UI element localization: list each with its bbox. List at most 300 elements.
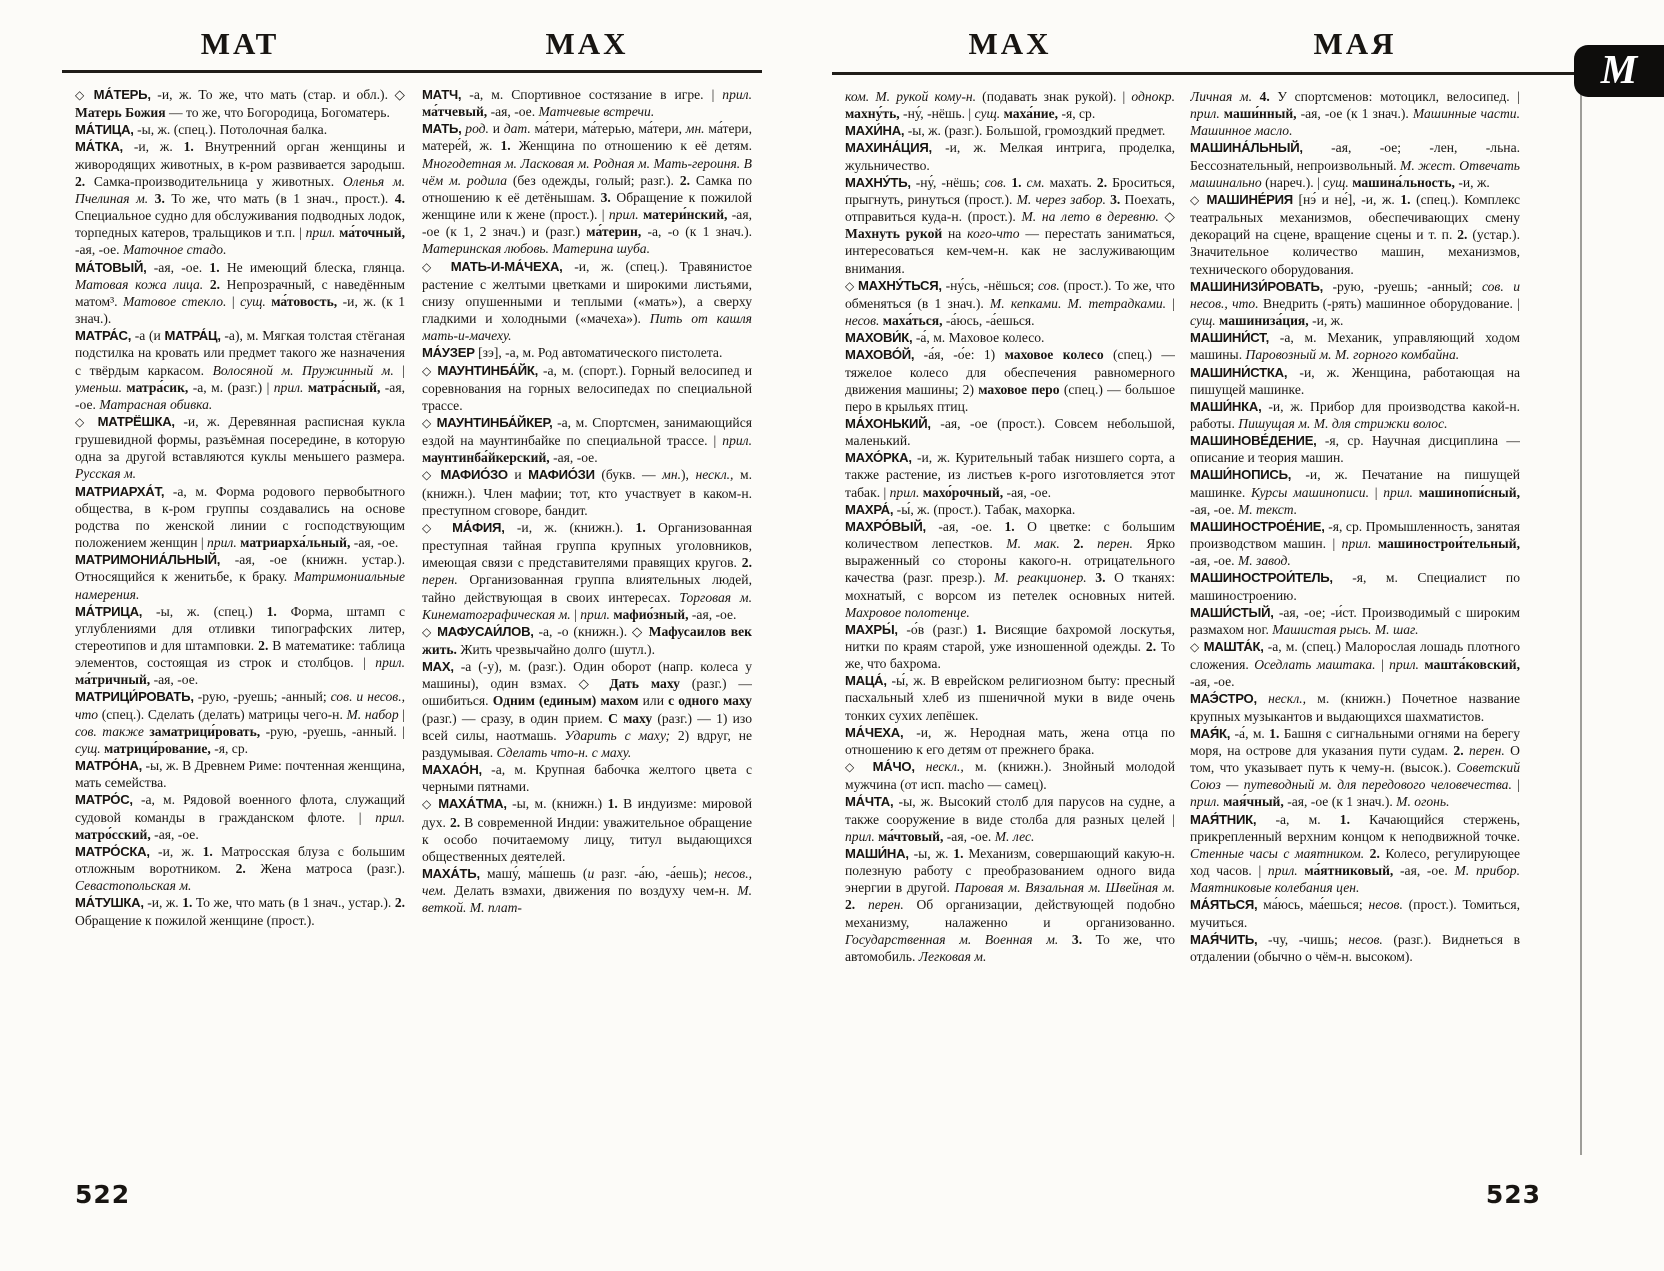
italic-text: Стенные часы с маятником.: [1190, 845, 1365, 861]
bold-text: 1.: [607, 796, 618, 812]
entry-text: -и, ж. Мелкая интрига, проделка, жульничество.: [845, 140, 1175, 173]
entry-text: -ая, -ое.: [150, 672, 199, 688]
entry-text: (разг.). Виднеться в отдалении (обычно о чём-н. высоком).: [1190, 931, 1520, 964]
bold-text: 3.: [1110, 191, 1121, 207]
bold-text: С маху: [608, 710, 653, 726]
italic-text: сов. и несов., что.: [1190, 278, 1520, 311]
bold-text: машта́ковский,: [1424, 657, 1520, 673]
bold-text: 1.: [635, 519, 646, 535]
entry-text: |: [1166, 295, 1175, 311]
bold-text: 1.: [202, 843, 213, 859]
italic-text: Советский Союз — путеводный м. для передового человечества.: [1190, 760, 1520, 793]
dictionary-entry: [1190, 811, 1520, 897]
bold-text: матра́сный,: [307, 379, 381, 395]
entry-text: -а́юсь, -а́ешься.: [942, 313, 1035, 329]
entry-text: Самка-производительница у животных.: [85, 173, 343, 189]
headword: МАХРЫ́,: [845, 621, 898, 637]
dictionary-entry: [845, 845, 1175, 965]
italic-text: прил.: [1267, 863, 1298, 879]
entry-text: (спец.). Сделать (делать) матрицы чего-н.: [98, 706, 347, 722]
headword: МАШИНА́ЛЬНЫЙ,: [1190, 140, 1303, 156]
italic-text: Матовое стекло.: [123, 293, 227, 309]
dictionary-entry: [75, 894, 405, 928]
bold-text: махну́ть,: [845, 106, 900, 122]
dictionary-entry: [845, 329, 1175, 346]
entry-text: [нэ́ и не́], -и, ж.: [1292, 191, 1401, 207]
entry-text: -ы, ж. (разг.). Большой, громоздкий предмет.: [904, 123, 1166, 139]
dictionary-entry: [75, 688, 405, 757]
headword: МАШИ́НКА,: [1190, 398, 1262, 414]
italic-text: мн.: [685, 121, 705, 137]
dictionary-entry: [845, 518, 1175, 621]
entry-text: (спец.) — тяжелое колесо для обеспечения равномерного движения машины; 2): [845, 347, 1175, 397]
page-number-left: 522: [75, 1180, 131, 1209]
entry-text: -а, м. Спортсмен, занимающийся ездой на маунтинбайке по специальной трассе. |: [422, 414, 752, 449]
entry-text: Обращение к пожилой женщине или к жене (прост.). |: [422, 189, 752, 223]
entry-text: Внутренний орган женщины и живородящих животных, в к-ром развивается зародыш.: [75, 139, 405, 172]
entry-text: (устар.). Значительное количество машин, механизмов, технического оборудования.: [1190, 227, 1520, 277]
italic-text: Волосяной м. Пружинный м.: [212, 362, 394, 378]
entry-text: Обращение к пожилой женщине (прост.).: [75, 912, 315, 928]
dictionary-entry: [845, 415, 1175, 449]
entry-text: -и, ж. (книжн.).: [504, 519, 636, 535]
italic-text: Государственная м. Военная м.: [845, 931, 1059, 947]
headword: МА́ЧЕХА,: [845, 724, 904, 740]
column-4-text: [1190, 88, 1520, 1182]
italic-text: Севастопольская м.: [75, 878, 192, 894]
entry-text: [855, 897, 868, 912]
headword: МА́ХОНЬКИЙ,: [845, 415, 931, 431]
running-head-mat: МАТ: [200, 26, 280, 61]
entry-text: -ая, -ое.: [350, 535, 399, 551]
bold-text: ма́товость,: [271, 293, 338, 309]
dictionary-entry: [1190, 398, 1520, 432]
entry-text: То же, что мать (в 1 знач., устар.).: [192, 895, 395, 911]
italic-text: Оленья м. Пчелиная м.: [75, 173, 405, 206]
entry-text: [915, 759, 926, 774]
entry-text: -я, ср. Промышленность, занятая производством машин. |: [1190, 518, 1520, 552]
bold-text: матрици́рование,: [104, 740, 211, 756]
dictionary-entry: [422, 120, 752, 257]
italic-text: М. на лето в деревню.: [1021, 209, 1159, 225]
italic-text: Матримониальные намерения.: [75, 569, 405, 602]
bold-text: 3.: [1095, 570, 1106, 586]
dictionary-entry: [1190, 604, 1520, 638]
bold-text: 1.: [209, 259, 220, 275]
entry-text: Об организации, действующей подобно механизму, налаженно и организованно.: [845, 897, 1175, 930]
running-head-makh-right: МАХ: [968, 26, 1052, 61]
entry-text: -ая, -ое.: [925, 518, 1005, 534]
entry-text: -ая, -ое.: [1190, 501, 1238, 517]
entry-text: То же, что мать (в 1 знач., прост.).: [164, 190, 395, 206]
dictionary-entry: [422, 761, 752, 795]
headword: МАШИНИЗИ́РОВАТЬ,: [1190, 278, 1324, 294]
bold-text: заматрици́ровать,: [149, 723, 261, 739]
entry-text: -ы, м. (книжн.): [506, 796, 608, 812]
bold-text: матриарха́льный,: [240, 535, 351, 551]
headword: МАШИНИ́СТКА,: [1190, 364, 1288, 380]
headword: МАТРА́С,: [75, 328, 132, 344]
italic-text: Пить от кашля мать-и-мачеху.: [422, 311, 752, 344]
entry-text: -и, ж.: [122, 139, 184, 155]
headword: МАШИНИ́СТ,: [1190, 330, 1270, 346]
bold-text: машинострои́тельный,: [1377, 536, 1520, 552]
entry-text: Колесо, регулирующее ход часов. |: [1190, 845, 1520, 879]
bold-text: матери́нский,: [642, 207, 728, 223]
entry-text: [1257, 691, 1268, 706]
italic-text: Легковая м.: [918, 948, 987, 964]
entry-text: -ая, -ое (книжн. устар.). Относящийся к женитьбе, к браку.: [75, 552, 405, 585]
diamond-marker: ◇: [422, 624, 438, 639]
entry-text: -а (и: [131, 328, 165, 344]
entry-text: -а́, м.: [1230, 725, 1270, 741]
bold-text: 1.: [1339, 811, 1350, 827]
bold-text: мая́чный,: [1223, 794, 1284, 810]
entry-text: ма́юсь, ма́ешься;: [1257, 897, 1369, 913]
entry-text: -ы́, ж. (прост.). Табак, махорка.: [893, 501, 1076, 517]
bold-text: ма́терин,: [586, 224, 642, 240]
dictionary-entry: [75, 483, 405, 552]
italic-text: М. через забор.: [1016, 191, 1106, 207]
entry-text: -и, ж.: [149, 843, 203, 859]
headword: МАТРИЦИ́РОВАТЬ,: [75, 689, 194, 705]
dictionary-entry: [422, 865, 752, 916]
entry-text: Организованная группа влиятельных людей, тайно действующая в своих интересах.: [422, 572, 752, 605]
italic-text: ком. М. рукой кому-н.: [845, 89, 977, 104]
entry-text: -ая, -ое (прост.). Совсем небольшой, маленький.: [845, 415, 1175, 449]
entry-text: ма́тери, матере́й, ж.: [422, 121, 752, 154]
italic-text: и: [587, 866, 595, 882]
headword: МАЯ́К,: [1190, 725, 1231, 741]
italic-text: Многодетная м. Ласковая м. Родная м. Мать-героиня. В чём м. родила: [422, 155, 752, 188]
entry-text: -и, ж. Деревянная расписная кукла грушевидной формы, разъёмная посередине, в которую одна за другой вставляются куклы меньшего размера.: [75, 413, 405, 465]
entry-text: [1058, 932, 1072, 947]
entry-text: -и, ж. (спец.). Травянистое растение с желтыми цветками и широкими листьями, снизу опушенными и теплыми («мать»), а сверху гладкими и холодными («мачеха»).: [422, 258, 752, 327]
entry-text: |: [1511, 777, 1520, 793]
entry-text: -я, ср.: [1058, 106, 1096, 122]
headword: МАФИО́ЗО: [440, 467, 508, 483]
entry-text: -я, ср.: [210, 740, 249, 756]
dictionary-entry: [1190, 139, 1520, 190]
italic-text: несов., чем.: [422, 866, 752, 899]
headword: МА́ЯТЬСЯ,: [1190, 897, 1258, 913]
bold-text: 2.: [258, 638, 269, 653]
entry-text: -ая, -ое.: [1190, 553, 1238, 569]
bold-text: 2.: [209, 276, 221, 292]
bold-text: Мафусаилов век жить.: [422, 623, 752, 657]
entry-text: То же, что автомобиль.: [845, 931, 1175, 964]
headword: МА́ТОВЫЙ,: [75, 259, 147, 275]
entry-text: О тканях: мохнатый, с ворсом из петелек основных нитей.: [845, 570, 1175, 603]
dictionary-entry: [845, 346, 1175, 415]
italic-text: сов.: [1037, 277, 1060, 293]
italic-text: нескл.,: [1268, 691, 1307, 707]
bold-text: 2.: [1073, 536, 1084, 552]
diamond-marker: ◇: [422, 520, 453, 535]
dictionary-entry: [1190, 278, 1520, 329]
dictionary-entry: [75, 413, 405, 483]
entry-text: Женщина по отношению к её детям.: [510, 138, 752, 154]
bold-text: Матерь Божия: [75, 105, 166, 121]
entry-text: [1060, 536, 1074, 551]
entry-text: -а́я, -о́е: 1): [914, 347, 1005, 363]
dictionary-entry: [1190, 364, 1520, 398]
italic-text: Махровое полотенце.: [845, 604, 970, 620]
diamond-marker: ◇: [845, 760, 873, 775]
italic-text: Личная м.: [1190, 89, 1253, 104]
italic-text: Матовая кожа лица.: [75, 276, 204, 292]
entry-text: (прост.). Томиться, мучиться.: [1190, 897, 1520, 930]
dictionary-entry: [422, 414, 752, 466]
headword: МАЭ́СТРО,: [1190, 691, 1257, 707]
headword: МАХА́ТЬ,: [422, 866, 480, 882]
dictionary-entry: [845, 501, 1175, 518]
italic-text: несов.: [845, 313, 880, 329]
italic-text: кого-что: [967, 226, 1020, 242]
headword: МА́ТУШКА,: [75, 895, 144, 911]
italic-text: сущ.: [75, 740, 101, 756]
italic-text: сущ.: [1190, 313, 1216, 329]
headword: МАХ,: [422, 659, 454, 675]
bold-text: 3.: [154, 190, 165, 206]
bold-text: 2.: [741, 555, 752, 571]
entry-text: Поехать, отправиться куда-н. (прост.).: [845, 191, 1175, 225]
page-number-right: 523: [1485, 1180, 1541, 1209]
italic-text: нескл.,: [695, 467, 734, 483]
entry-text: — перестать заниматься, интересоваться кем-чем-н. как не заслуживающим внимания.: [845, 226, 1175, 276]
dictionary-entry: [422, 258, 752, 345]
entry-text: на: [942, 226, 968, 242]
entry-text: -ы, ж.: [908, 845, 954, 861]
headword: МАХНУ́ТЬ,: [845, 174, 911, 190]
entry-text: машу́, ма́шешь (: [479, 866, 588, 882]
headword: МА́ФИЯ,: [452, 519, 505, 535]
entry-text: О том, что указывает путь к чему-н. (высок.).: [1190, 742, 1520, 776]
entry-text: -и, ж. Женщина, работающая на пишущей машинке.: [1190, 364, 1520, 397]
entry-text: |: [393, 362, 405, 378]
entry-text: В индуизме: мировой дух.: [422, 796, 752, 830]
dictionary-entry: [1190, 690, 1520, 724]
bold-text: 2.: [394, 895, 405, 911]
entry-text: -ая, -ое.: [549, 450, 598, 466]
italic-text: перен.: [1097, 536, 1133, 552]
entry-text: ),: [680, 467, 696, 483]
dictionary-entry: [845, 449, 1175, 500]
entry-text: -о́в (разг.): [897, 621, 976, 637]
italic-text: М. кепками. М. тетрадками.: [989, 295, 1167, 311]
diamond-marker: ◇: [422, 415, 437, 430]
italic-text: прил.: [722, 433, 752, 449]
entry-text: -а, м. Спортивное состязание в игре. |: [461, 87, 723, 102]
headword: МА́ЧТА,: [845, 794, 894, 810]
dictionary-entry: [845, 277, 1175, 329]
entry-text: -и, ж.: [1308, 313, 1344, 329]
italic-text: прил.: [1389, 657, 1419, 673]
bold-text: маунтинба́йкерский,: [422, 450, 550, 466]
entry-text: м. (книжн.). Член мафии; тот, кто участвует в каком-н. преступном сговоре, бандит.: [422, 467, 752, 518]
bold-text: 1.: [500, 138, 511, 154]
italic-text: сов.: [984, 174, 1007, 190]
italic-text: Маточное стадо.: [122, 242, 227, 258]
bold-text: 2.: [1453, 742, 1464, 758]
entry-text: -ая, -ое.: [1003, 484, 1052, 500]
entry-text: Матросская блуза с большим отложным воротником.: [75, 843, 405, 877]
diamond-marker: ◇: [1190, 192, 1207, 207]
entry-text: Самка по отношению к её детёнышам.: [422, 172, 752, 205]
entry-text: -ая, -ое.: [688, 606, 737, 622]
entry-text: |: [398, 706, 405, 722]
diamond-marker: ◇: [422, 259, 451, 274]
entry-text: -ая, -ое.: [943, 828, 995, 844]
dictionary-entry: [1190, 432, 1520, 466]
bold-text: матра́сик,: [126, 379, 189, 395]
entry-text: -ая, -ое.: [146, 259, 210, 275]
italic-text: нескл.,: [925, 759, 964, 775]
headword: МАШИНОСТРОЕ́НИЕ,: [1190, 518, 1325, 534]
italic-text: прил.: [722, 87, 752, 102]
diamond-marker: ◇: [75, 88, 94, 102]
italic-text: см.: [1026, 174, 1045, 190]
italic-text: несов.: [1348, 931, 1383, 947]
italic-text: прил.: [1190, 106, 1220, 122]
italic-text: М. завод.: [1237, 553, 1291, 569]
bold-text: 3.: [600, 189, 611, 205]
headword: МА́ТИЦА,: [75, 122, 134, 138]
dictionary-entry: [1190, 896, 1520, 930]
dictionary-entry: [75, 86, 405, 121]
italic-text: род.: [465, 121, 489, 137]
bold-text: 1.: [183, 139, 194, 155]
headword: МАХО́РКА,: [845, 450, 912, 466]
headword: МАТРА́Ц,: [164, 328, 221, 344]
italic-text: Матчевые встречи.: [538, 104, 655, 120]
entry-text: -ы, ж. В Древнем Риме: почтенная женщина, мать семейства.: [75, 758, 405, 791]
italic-text: М. веткой. М. плат-: [422, 883, 752, 916]
entry-text: махать.: [1044, 174, 1097, 190]
bold-text: ма́ятниковый,: [1304, 863, 1394, 879]
bold-text: маховое колесо: [1004, 347, 1104, 363]
italic-text: Машинные части. Машинное масло.: [1190, 106, 1520, 139]
bold-text: маши́нный,: [1223, 106, 1297, 122]
diamond-marker: ◇: [422, 797, 439, 812]
headword: МАТЬ-И-МА́ЧЕХА,: [450, 258, 563, 274]
italic-text: мн.: [662, 467, 681, 483]
headword: МАХРА́,: [845, 501, 894, 517]
italic-text: перен.: [1469, 742, 1505, 758]
entry-text: (букв. —: [594, 467, 663, 483]
entry-text: -и, ж. Курительный табак низшего сорта, а также растение, из листьев к-рого изготовляется этот табак. |: [845, 450, 1175, 500]
entry-text: -и, ж. (к 1 знач.).: [75, 293, 405, 327]
italic-text: однокр.: [1131, 89, 1175, 104]
bold-text: 1.: [266, 603, 277, 619]
bold-text: 2.: [679, 172, 691, 188]
dictionary-entry: [845, 122, 1175, 139]
bold-text: 2.: [75, 173, 86, 189]
dictionary-entry: [75, 603, 405, 689]
entry-text: Механизм, совершающий какую-н. полезную работу с преобразованием одного вида энергии в другой.: [845, 845, 1175, 896]
entry-text: -а, м. (разг.) |: [188, 379, 274, 395]
italic-text: Ударить с маху;: [564, 727, 670, 743]
entry-text: -я, ср. Научная дисциплина — описание и теория машин.: [1190, 433, 1520, 466]
italic-text: сущ.: [1323, 174, 1349, 190]
headword: МА́УЗЕР: [422, 345, 475, 361]
entry-text: (разг.) — ошибиться.: [422, 676, 752, 709]
column-1-text: [75, 86, 405, 1180]
italic-text: М. реакционер.: [994, 570, 1087, 586]
entry-text: Непрозрачный, с наведённым матом³.: [75, 276, 405, 309]
entry-text: -ая, -ое.: [150, 826, 199, 842]
entry-text: -ы, ж. Высокий столб для парусов на судне, а также сооружение в виде столба для разных целей |: [845, 794, 1175, 827]
entry-text: — то же, что Богородица, Богоматерь.: [165, 105, 390, 121]
entry-text: (разг.) — сразу, в один прием.: [422, 710, 609, 726]
dictionary-entry: [1190, 638, 1520, 690]
headword: МАУНТИНБА́ЙК,: [437, 362, 539, 378]
dictionary-entry: [1190, 191, 1520, 278]
dictionary-entry: [1190, 329, 1520, 363]
entry-text: м. (книжн.) Почетное название крупных музыкантов и выдающихся шахматистов.: [1190, 691, 1520, 724]
headword: МАХИНА́ЦИЯ,: [845, 140, 932, 156]
entry-text: Делать взмахи, движения по воздуху чем-н.: [446, 883, 738, 899]
headword: МАХА́ТМА,: [438, 796, 507, 812]
entry-text: -а, м. Форма родового первобытного общества, в к-ром группы создавались на основе родства по женской линии с господствующим положением женщин |: [75, 483, 405, 551]
entry-text: (спец.). Комплекс театральных механизмов, обеспечивающих смену декораций на сцене, вращение сцены и т. п.: [1190, 191, 1520, 243]
italic-text: М. набор: [346, 706, 399, 722]
bold-text: мафио́зный,: [613, 606, 689, 622]
headword: МАТЧ,: [422, 87, 462, 102]
entry-text: [1084, 536, 1098, 551]
entry-text: То же, что бахрома.: [845, 639, 1175, 672]
dictionary-entry: [422, 623, 752, 658]
italic-text: М. лес.: [994, 828, 1035, 844]
bold-text: 2.: [450, 814, 461, 830]
entry-text: (нареч.). |: [1261, 174, 1324, 190]
entry-text: -а, м. (спорт.). Горный велосипед и соревнования на горных велосипедах по специальной трассе.: [422, 362, 752, 413]
dictionary-entry: [845, 793, 1175, 844]
italic-text: прил.: [375, 809, 405, 825]
page-edge-line: [1580, 75, 1582, 1155]
italic-text: сов. и несов., что: [75, 689, 405, 722]
headword: МАХНУ́ТЬСЯ,: [858, 277, 942, 293]
bold-text: машинопи́сный,: [1418, 484, 1520, 500]
entry-text: -рую, -руешь; -анный;: [193, 689, 331, 705]
bold-text: 2.: [235, 861, 246, 877]
entry-text: ма́тери, ма́терью, ма́тери,: [530, 121, 686, 137]
entry-text: -чу, -чишь;: [1257, 931, 1349, 947]
dictionary-entry: [75, 843, 405, 894]
italic-text: М. прибор. Маятниковые колебания цен.: [1190, 863, 1520, 896]
entry-text: -ая, -ое.: [75, 242, 123, 258]
header-rule-right-page: [832, 72, 1580, 75]
headword: МАШИ́СТЫЙ,: [1190, 604, 1274, 620]
italic-text: М. текст.: [1237, 501, 1298, 517]
bold-text: с одного маху: [668, 693, 752, 709]
headword: МАЦА́,: [845, 673, 887, 689]
italic-text: Пишущая м. М. для стрижки волос.: [1238, 415, 1448, 431]
bold-text: 1.: [1269, 725, 1280, 741]
bold-text: 1.: [975, 621, 987, 637]
entry-text: Организованная преступная тайная группа крупных уголовников, имеющая связи с представителями правящих кругов.: [422, 519, 752, 571]
entry-text: и: [507, 467, 529, 483]
dictionary-entry: [845, 724, 1175, 758]
italic-text: прил.: [1341, 536, 1372, 552]
italic-text: дат.: [503, 121, 531, 137]
letter-tab-m: [1574, 45, 1664, 97]
diamond-marker: ◇: [75, 414, 98, 429]
headword: МАШИНОСТРОИ́ТЕЛЬ,: [1190, 570, 1333, 586]
entry-text: -и, ж. Прибор для производства какой-н. работы.: [1190, 398, 1520, 431]
italic-text: Курсы машинописи.: [1251, 484, 1369, 500]
entry-text: Жена матроса (разг.).: [245, 861, 405, 877]
